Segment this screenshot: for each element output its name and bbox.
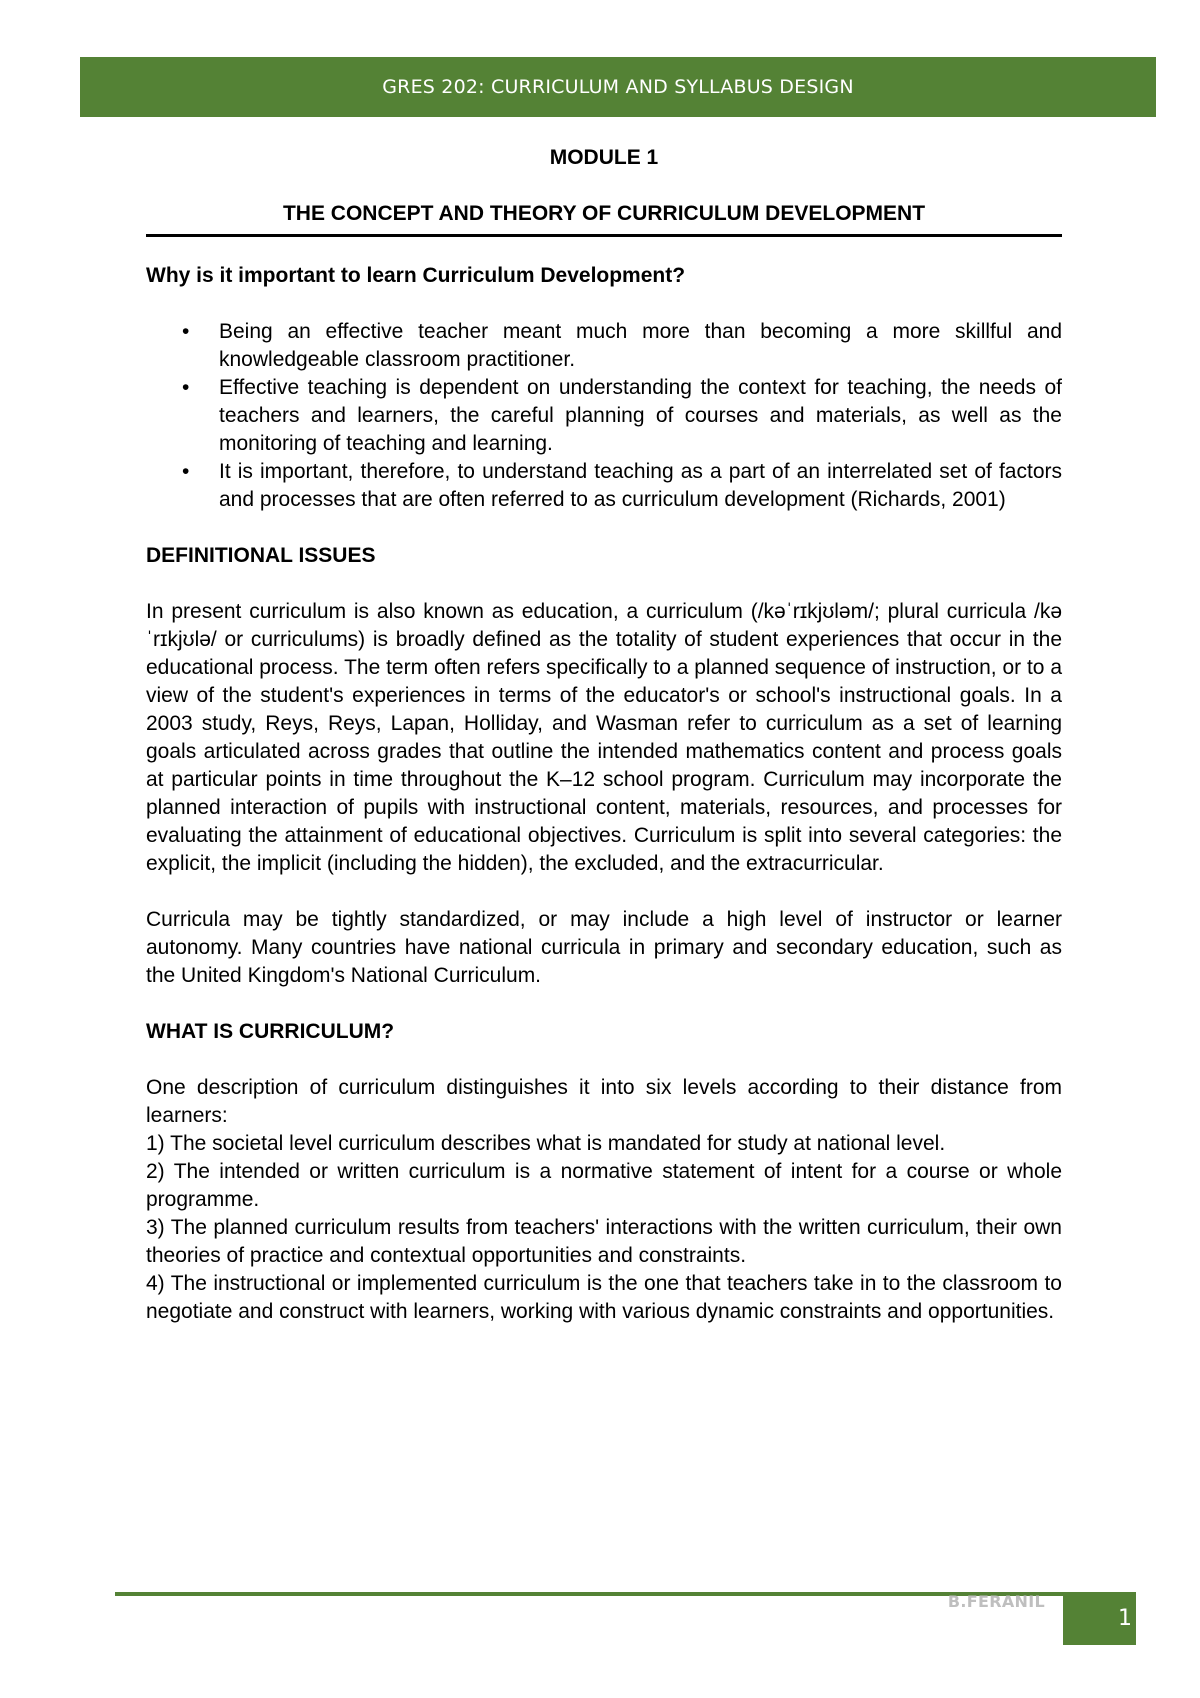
header-band xyxy=(80,57,1156,117)
bullet-icon: • xyxy=(182,460,190,483)
module-label: MODULE 1 xyxy=(549,146,659,169)
module-title: THE CONCEPT AND THEORY OF CURRICULUM DEVELOPMENT xyxy=(282,202,926,225)
definitional-heading: DEFINITIONAL ISSUES xyxy=(146,544,376,567)
standardization-paragraph: Curricula may be tightly standardized, or may include a high level of instructor or learner autonomy. Many countries have national curricula in primary and secondary education, such as the United Kingdom's National Curriculum. xyxy=(146,908,1062,987)
definition-paragraph: In present curriculum is also known as education, a curriculum (/kəˈrɪkjʊləm/; plural curricula /kəˈrɪkjʊlə/ or curriculums) is broadly defined as the totality of student experiences that occur in the educational process. The term often refers specifically to a planned sequence of instruction, or to a view of the student's experiences in terms of the educator's or school's instructional goals. In a 2003 study, Reys, Reys, Lapan, Holliday, and Wasman refer to curriculum as a set of learning goals articulated across grades that outline the intended mathematics content and process goals at particular points in time throughout the K–12 school program. Curriculum may incorporate the planned interaction of pupils with instructional content, materials, resources, and processes for evaluating the attainment of educational objectives. Curriculum is split into several categories: the explicit, the implicit (including the hidden), the excluded, and the extracurricular. xyxy=(146,600,1062,875)
bullet-text: Being an effective teacher meant much more than becoming a more skillful and knowledgeable classroom practitioner. xyxy=(219,320,1062,371)
bullet-text: It is important, therefore, to understand teaching as a part of an interrelated set of factors and processes that are often referred to as curriculum development (Richards, 2001) xyxy=(219,460,1062,511)
page-number-box xyxy=(1063,1592,1136,1645)
curriculum-levels-list xyxy=(146,1130,1062,1326)
course-title: GRES 202: CURRICULUM AND SYLLABUS DESIGN xyxy=(382,76,854,98)
page-number: 1 xyxy=(1118,1606,1132,1631)
page-content xyxy=(146,144,1062,1326)
list-item: 1) The societal level curriculum describes what is mandated for study at national level. xyxy=(146,1132,946,1155)
curriculum-intro: One description of curriculum distinguishes it into six levels according to their distance from learners: xyxy=(146,1076,1062,1127)
bullet-icon: • xyxy=(182,320,190,343)
curriculum-heading: WHAT IS CURRICULUM? xyxy=(146,1020,395,1043)
title-divider xyxy=(146,234,1062,237)
why-heading: Why is it important to learn Curriculum Development? xyxy=(146,264,686,287)
bullet-text: Effective teaching is dependent on understanding the context for teaching, the needs of teachers and learners, the careful planning of courses and materials, as well as the monitoring of teaching and learning. xyxy=(219,376,1062,455)
bullet-icon: • xyxy=(182,376,190,399)
list-item: 2) The intended or written curriculum is a normative statement of intent for a course or whole programme. xyxy=(146,1160,1062,1211)
why-bullet-list xyxy=(146,318,1062,514)
footer-author: B.FERANIL xyxy=(947,1592,1045,1611)
list-item xyxy=(146,374,1062,458)
list-item: 4) The instructional or implemented curriculum is the one that teachers take in to the classroom to negotiate and construct with learners, working with various dynamic constraints and opportunities. xyxy=(146,1272,1062,1323)
list-item xyxy=(146,458,1062,514)
list-item xyxy=(146,318,1062,374)
list-item: 3) The planned curriculum results from teachers' interactions with the written curriculum, their own theories of practice and contextual opportunities and constraints. xyxy=(146,1216,1062,1267)
